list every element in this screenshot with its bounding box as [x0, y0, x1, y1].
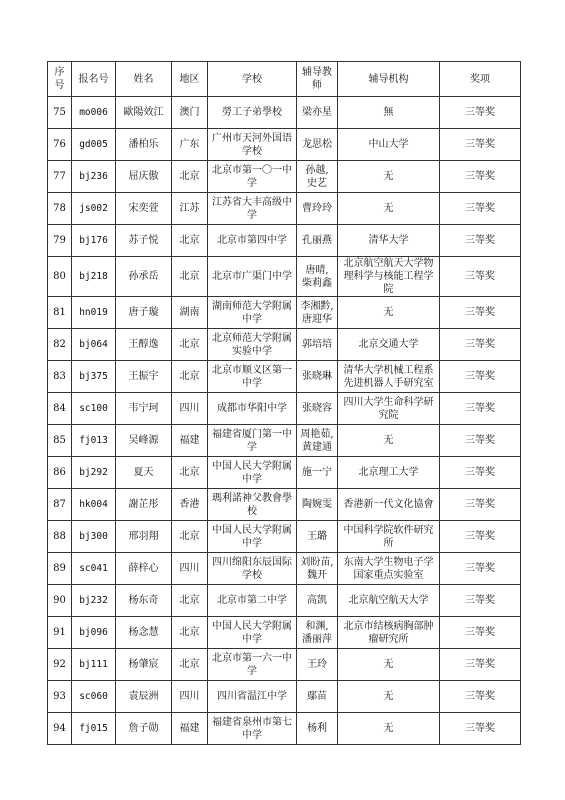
cell-award: 三等奖: [440, 193, 521, 225]
cell-school: 北京市第一六一中学: [208, 649, 297, 681]
table-row: [48, 649, 521, 681]
cell-school: 广州市天河外国语学校: [208, 129, 297, 161]
table-row: [48, 713, 521, 745]
cell-school: 北京市第四中学: [208, 225, 297, 257]
cell-region: 北京: [172, 225, 208, 257]
cell-name: 袁辰洲: [116, 681, 172, 713]
cell-school: 北京市广渠门中学: [208, 257, 297, 297]
cell-index: 78: [48, 193, 72, 225]
cell-index: 85: [48, 425, 72, 457]
cell-name: 詹子勋: [116, 713, 172, 745]
cell-teacher: 唐晴, 柴莉鑫: [297, 257, 338, 297]
cell-school: 瑪利諾神父教會學校: [208, 489, 297, 521]
table-row: [48, 393, 521, 425]
cell-school: 中国人民大学附属中学: [208, 521, 297, 553]
cell-region: 北京: [172, 257, 208, 297]
cell-registration-no: sc100: [72, 393, 116, 425]
cell-name: 薛梓心: [116, 553, 172, 585]
cell-index: 88: [48, 521, 72, 553]
cell-award: 三等奖: [440, 457, 521, 489]
cell-region: 北京: [172, 585, 208, 617]
table-row: [48, 329, 521, 361]
cell-institution: 无: [338, 425, 440, 457]
header-award: 奖项: [440, 62, 521, 97]
cell-award: 三等奖: [440, 713, 521, 745]
cell-name: 王振宇: [116, 361, 172, 393]
cell-region: 香港: [172, 489, 208, 521]
cell-registration-no: bj096: [72, 617, 116, 649]
cell-region: 四川: [172, 393, 208, 425]
cell-teacher: 鄢苗: [297, 681, 338, 713]
header-name: 姓名: [116, 62, 172, 97]
cell-index: 76: [48, 129, 72, 161]
cell-institution: 四川大学生命科学研究院: [338, 393, 440, 425]
table-row: [48, 585, 521, 617]
cell-name: 王醇逸: [116, 329, 172, 361]
cell-region: 澳门: [172, 97, 208, 129]
cell-name: 宋奕萱: [116, 193, 172, 225]
table-row: [48, 97, 521, 129]
cell-teacher: 孙越, 史艺: [297, 161, 338, 193]
cell-institution: 无: [338, 297, 440, 329]
cell-institution: 无: [338, 713, 440, 745]
cell-region: 北京: [172, 649, 208, 681]
cell-institution: 北京交通大学: [338, 329, 440, 361]
cell-name: 孙承岳: [116, 257, 172, 297]
cell-teacher: 和渊, 潘丽萍: [297, 617, 338, 649]
cell-index: 84: [48, 393, 72, 425]
cell-region: 北京: [172, 161, 208, 193]
cell-award: 三等奖: [440, 649, 521, 681]
cell-award: 三等奖: [440, 257, 521, 297]
cell-name: 杨念慧: [116, 617, 172, 649]
cell-name: 吴峰源: [116, 425, 172, 457]
cell-institution: 无: [338, 649, 440, 681]
cell-institution: 东南大学生物电子学国家重点实验室: [338, 553, 440, 585]
cell-school: 北京师范大学附属实验中学: [208, 329, 297, 361]
cell-school: 勞工子弟學校: [208, 97, 297, 129]
table-row: [48, 489, 521, 521]
cell-registration-no: bj176: [72, 225, 116, 257]
header-index: 序号: [48, 62, 72, 97]
cell-registration-no: bj218: [72, 257, 116, 297]
cell-index: 83: [48, 361, 72, 393]
cell-school: 四川省温江中学: [208, 681, 297, 713]
cell-award: 三等奖: [440, 553, 521, 585]
cell-region: 北京: [172, 457, 208, 489]
cell-name: 唐子璇: [116, 297, 172, 329]
cell-teacher: 李湘黔, 唐迎华: [297, 297, 338, 329]
cell-institution: 中山大学: [338, 129, 440, 161]
cell-institution: 中国科学院软件研究所: [338, 521, 440, 553]
cell-teacher: 孔丽燕: [297, 225, 338, 257]
cell-institution: 无: [338, 161, 440, 193]
cell-school: 湖南师范大学附属中学: [208, 297, 297, 329]
cell-region: 福建: [172, 425, 208, 457]
cell-name: 屈庆傲: [116, 161, 172, 193]
table-row: [48, 425, 521, 457]
table-row: [48, 257, 521, 297]
table-row: [48, 521, 521, 553]
table-row: [48, 297, 521, 329]
cell-teacher: 龙思松: [297, 129, 338, 161]
cell-teacher: 陶婉雯: [297, 489, 338, 521]
cell-school: 中国人民大学附属中学: [208, 457, 297, 489]
cell-award: 三等奖: [440, 585, 521, 617]
cell-index: 91: [48, 617, 72, 649]
table-row: [48, 457, 521, 489]
cell-registration-no: bj236: [72, 161, 116, 193]
cell-teacher: 郭培培: [297, 329, 338, 361]
cell-registration-no: bj292: [72, 457, 116, 489]
cell-institution: 无: [338, 193, 440, 225]
cell-index: 90: [48, 585, 72, 617]
cell-award: 三等奖: [440, 393, 521, 425]
cell-name: 謝芷彤: [116, 489, 172, 521]
cell-institution: 香港新一代文化協會: [338, 489, 440, 521]
cell-index: 82: [48, 329, 72, 361]
cell-registration-no: mo006: [72, 97, 116, 129]
cell-index: 81: [48, 297, 72, 329]
cell-school: 中国人民大学附属中学: [208, 617, 297, 649]
cell-region: 四川: [172, 681, 208, 713]
cell-registration-no: bj232: [72, 585, 116, 617]
cell-registration-no: gd005: [72, 129, 116, 161]
cell-teacher: 刘盼苗, 魏开: [297, 553, 338, 585]
cell-teacher: 杨利: [297, 713, 338, 745]
table-row: [48, 225, 521, 257]
cell-award: 三等奖: [440, 489, 521, 521]
cell-award: 三等奖: [440, 361, 521, 393]
cell-award: 三等奖: [440, 681, 521, 713]
cell-school: 北京市第二中学: [208, 585, 297, 617]
cell-award: 三等奖: [440, 129, 521, 161]
table-row: [48, 553, 521, 585]
cell-region: 四川: [172, 553, 208, 585]
cell-region: 北京: [172, 361, 208, 393]
table-row: [48, 681, 521, 713]
header-region: 地区: [172, 62, 208, 97]
cell-registration-no: js002: [72, 193, 116, 225]
cell-institution: 无: [338, 681, 440, 713]
cell-index: 79: [48, 225, 72, 257]
cell-registration-no: hn019: [72, 297, 116, 329]
cell-institution: 北京航空航天大学: [338, 585, 440, 617]
cell-region: 北京: [172, 329, 208, 361]
table-row: [48, 193, 521, 225]
cell-region: 湖南: [172, 297, 208, 329]
cell-institution: 清华大学: [338, 225, 440, 257]
cell-award: 三等奖: [440, 521, 521, 553]
header-school: 学校: [208, 62, 297, 97]
cell-teacher: 梁亦星: [297, 97, 338, 129]
cell-school: 福建省厦门第一中学: [208, 425, 297, 457]
cell-award: 三等奖: [440, 617, 521, 649]
cell-region: 江苏: [172, 193, 208, 225]
cell-region: 北京: [172, 617, 208, 649]
cell-index: 93: [48, 681, 72, 713]
cell-registration-no: bj064: [72, 329, 116, 361]
header-teacher: 辅导教师: [297, 62, 338, 97]
header-institution: 辅导机构: [338, 62, 440, 97]
cell-name: 夏天: [116, 457, 172, 489]
cell-region: 广东: [172, 129, 208, 161]
cell-award: 三等奖: [440, 225, 521, 257]
table-body: [48, 97, 521, 745]
table-row: [48, 129, 521, 161]
cell-registration-no: hk004: [72, 489, 116, 521]
cell-name: 韦宁珂: [116, 393, 172, 425]
cell-school: 四川绵阳东辰国际学校: [208, 553, 297, 585]
cell-institution: 北京航空航天大学物理科学与核能工程学院: [338, 257, 440, 297]
cell-index: 77: [48, 161, 72, 193]
cell-name: 杨东奇: [116, 585, 172, 617]
cell-name: 潘柏乐: [116, 129, 172, 161]
cell-region: 北京: [172, 521, 208, 553]
cell-index: 92: [48, 649, 72, 681]
cell-school: 北京市第一〇一中学: [208, 161, 297, 193]
cell-school: 福建省泉州市第七中学: [208, 713, 297, 745]
cell-award: 三等奖: [440, 161, 521, 193]
header-row: [48, 62, 521, 97]
cell-name: 苏子悦: [116, 225, 172, 257]
cell-school: 北京市顺义区第一中学: [208, 361, 297, 393]
cell-registration-no: bj111: [72, 649, 116, 681]
cell-index: 87: [48, 489, 72, 521]
cell-name: 邢羽翔: [116, 521, 172, 553]
cell-index: 86: [48, 457, 72, 489]
cell-teacher: 张晓琳: [297, 361, 338, 393]
cell-index: 80: [48, 257, 72, 297]
cell-award: 三等奖: [440, 329, 521, 361]
cell-registration-no: bj300: [72, 521, 116, 553]
cell-award: 三等奖: [440, 425, 521, 457]
cell-award: 三等奖: [440, 297, 521, 329]
cell-teacher: 王璐: [297, 521, 338, 553]
cell-name: 杨肇宸: [116, 649, 172, 681]
cell-school: 成都市华阳中学: [208, 393, 297, 425]
header-registration-no: 报名号: [72, 62, 116, 97]
cell-teacher: 张晓容: [297, 393, 338, 425]
cell-registration-no: bj375: [72, 361, 116, 393]
cell-registration-no: sc060: [72, 681, 116, 713]
cell-index: 94: [48, 713, 72, 745]
cell-institution: 清华大学机械工程系先进机器人手研究室: [338, 361, 440, 393]
table-row: [48, 161, 521, 193]
cell-teacher: 王玲: [297, 649, 338, 681]
cell-registration-no: fj013: [72, 425, 116, 457]
cell-institution: 北京理工大学: [338, 457, 440, 489]
cell-registration-no: fj015: [72, 713, 116, 745]
awards-table: [47, 61, 521, 745]
cell-teacher: 施一宁: [297, 457, 338, 489]
table-row: [48, 361, 521, 393]
cell-school: 江苏省大丰高级中学: [208, 193, 297, 225]
cell-index: 75: [48, 97, 72, 129]
cell-index: 89: [48, 553, 72, 585]
cell-institution: 北京市结核病胸部肿瘤研究所: [338, 617, 440, 649]
cell-institution: 無: [338, 97, 440, 129]
cell-region: 福建: [172, 713, 208, 745]
cell-teacher: 曹玲玲: [297, 193, 338, 225]
table-row: [48, 617, 521, 649]
cell-teacher: 高凯: [297, 585, 338, 617]
cell-teacher: 周艳茹, 黄建通: [297, 425, 338, 457]
cell-registration-no: sc041: [72, 553, 116, 585]
cell-award: 三等奖: [440, 97, 521, 129]
cell-name: 歐陽效江: [116, 97, 172, 129]
table-header: [48, 62, 521, 97]
